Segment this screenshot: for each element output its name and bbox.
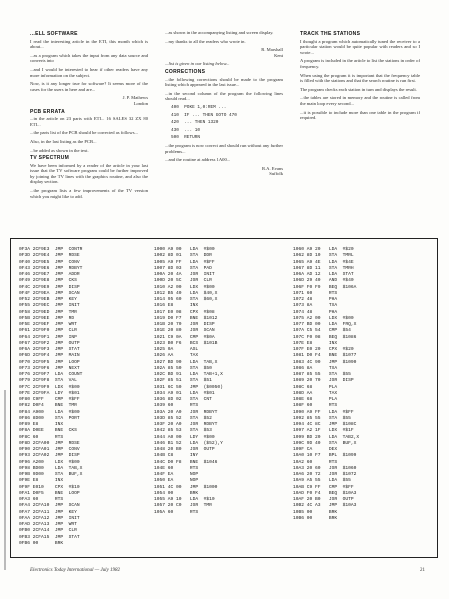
listing-line: 0F67 2CF9F2 JMP OUTP [19,340,80,346]
listing-line: 1042 85 53 STA $53 [154,428,212,434]
listing-line: 1075 A2 00 LDX #$00 [293,315,354,321]
listing-line: 1073 8A TXA [293,303,338,309]
letter-signature: R. Marshall Kent [261,47,283,58]
paragraph: The program checks each station in turn and displays the result. [300,86,417,92]
listing-line: 104C D0 F8 BNE $1046 [154,459,218,465]
code-line: 410 IF ... THEN GOTO 470 [171,112,237,118]
listing-line: 0F5E 2CF9EF JMP WRT [19,322,77,327]
listing-line: 104B C8 INY [154,453,199,459]
listing-line: 1036 8D 02 STA CNT [154,397,212,402]
paragraph: I thought a program which automatically tuned the receiver to a particular station would be quite popular with readers and so I wrote... [300,38,420,55]
listing-line: 103F 20 A0 JSR RDBYT [154,422,218,427]
paragraph: ...and I would be interested to hear if other readers have any more information on the subject. [30,66,148,78]
listing-line: 1016 E8 INX [154,303,199,309]
listing-line: 0F8C 60 RTS [19,434,64,440]
listing-line: 1060 A9 20 LDA #$20 [293,247,354,252]
listing-line: 1057 20 C0 JSR TMR [154,503,212,509]
paragraph: When using the program it is important that the frequency table is filled with the stations and that the search routine is run first. [300,72,420,84]
listing-line: 1000 A9 00 LDA #$00 [154,247,215,252]
listing-line: 107A C5 54 CMP $54 [293,328,351,334]
listing-line: 108C 68 PLA [293,384,338,390]
listing-line: 10AB C9 FF CMP #$FF [293,484,354,490]
listing-line: 0FAD 2CFA13 JMP WRT [19,522,77,527]
listing-line: 1077 BD 00 LDA FRQ,X [293,322,357,327]
listing-line: 104F EA NOP [154,472,199,477]
listing-line: 0F4C 2CF9E9 JMP DISP [19,284,80,290]
listing-column-1 [19,247,82,547]
listing-column-3 [293,247,359,522]
paragraph: I read the interesting article in the ETI, this month which is about... [30,38,148,50]
listing-line: 1023 B0 F6 BCS $101B [154,340,218,346]
paragraph: ...as a program which takes the input from any data source and converts into [30,52,148,64]
listing-line: 0F79 2CF9F8 STA VAL [19,378,77,384]
listing-line: 0F40 2CF9E5 JMP CONV [19,259,80,265]
paragraph: ...the program is now correct and should run without any further problems... [165,142,283,154]
listing-line: 10A3 20 60 JSR $1060 [293,465,357,471]
listing-line: 105A 60 RTS [154,509,199,515]
program-listing-box [10,238,438,558]
listing-line: 106F F0 F9 BEQ $106A [293,284,357,290]
listing-line: 1071 60 RTS [293,290,338,296]
paragraph: Also, in the last listing as the PCB... [30,138,97,144]
listing-line: 0F6A 2CF9F3 JMP STAT [19,347,80,352]
section-heading: TRACK THE STATIONS [300,31,361,37]
section-heading: ...ELL SOFTWARE [30,31,78,37]
paragraph: ...in the article on 23 parts with ETI... 16 SALES 32 ZX 80 ETI... [30,116,148,127]
listing-line: 1087 85 55 STA $55 [293,372,351,377]
listing-line: 10AF 20 B0 JSR OUTP [293,497,354,502]
listing-line: 1021 C9 0A CMP #$0A [154,334,215,340]
section-heading: TV SPECTRUM [30,155,70,162]
listing-line: 1090 A9 FF LDA #$FF [293,409,354,415]
listing-line: 1007 8D 03 STA PAD [154,265,212,271]
listing-line: 0F73 2CF9F6 JMP NEXT [19,365,80,371]
listing-line: 109F CA DEX [293,447,338,452]
letter-signature: J. P. Mathews London [122,95,148,106]
listing-line: 102A 85 50 STA $50 [154,365,212,371]
paragraph: ...and the routine at address 1A00... [165,157,231,163]
scan-edge-shadow [4,390,6,570]
code-line: 430 ... 10 [171,127,200,133]
listing-line: 108E 68 PLA [293,397,338,402]
listing-line: 1010 A2 00 LDX #$00 [154,284,215,290]
listing-line: 104E 60 RTS [154,465,199,471]
listing-line: 1065 A9 4E LDA #$4E [293,259,354,265]
listing-line: 1092 85 55 STA $55 [293,415,351,421]
section-heading: CORRECTIONS [165,68,206,75]
listing-line: 106A AD 12 LDA STAT [293,272,354,277]
listing-line: 1046 B1 52 LDA ($52),Y [154,440,223,446]
listing-line: 0FA4 2CFA10 JMP SCAN [19,503,80,509]
listing-line: 0F8A D0EE BNE CKS [19,428,77,434]
listing-line: 1050 EA NOP [154,478,199,484]
listing-line: 107E E8 INX [293,340,338,346]
listing-line: 1089 20 70 JSR DISP [293,378,354,384]
paragraph: Now, is it any longer true for software? It seems more of the cases for the users in here and are... [30,81,148,92]
listing-line: 100A 20 4A JSR INIT [154,272,215,277]
listing-line: 0F3A 2CF9E3 JMP CONTR [19,247,83,252]
listing-line: 1094 4C 8C JMP $108C [293,422,357,427]
footer-magazine-title: Electronics Today International — July 1982 [30,568,121,573]
listing-line: 108F 60 RTS [293,403,338,409]
listing-line: 100D 20 5C JSR CLR [154,278,212,284]
paragraph: ...the program lists a few improvements of the TV version which you might like to add. [30,188,148,199]
listing-line: 0F82 D0F4 BNE TMR [19,403,77,409]
listing-line: 0F46 2CF9E7 JMP ADDR [19,272,80,277]
page-number: 21 [420,568,425,573]
listing-line: 1017 E0 08 CPX #$08 [154,309,215,315]
listing-line: 0F9E E8 INX [19,478,64,484]
listing-line: 107F E0 20 CPX #$20 [293,347,354,352]
listing-line: 0F86 8D00 STA PORT [19,415,80,421]
listing-line: 1067 8D 11 STA TMRH [293,265,354,271]
listing-line: 108D AA TAX [293,390,338,396]
listing-line: 101E 20 80 JSR SCAN [154,328,215,334]
paragraph: ...in the second column of the program the following lines should read... [165,90,283,102]
editor-note: ...list is given in our listing below... [165,61,230,67]
paragraph: We have been informed by a reader of the article in your last issue that the TV software program could be further improved by joining the TV lines with the graphics routine, and also the display section. [30,162,148,185]
listing-line: 1086 8A TXA [293,365,338,371]
listing-line: 10A0 10 F7 BPL $1099 [293,453,357,459]
code-line: 500 RETURN [171,135,200,141]
listing-line: 0FA3 60 RTS [19,497,64,502]
listing-line: 0F64 2CF9F1 JMP INP [19,334,77,340]
listing-line: 0FA1 D0F5 BNE LOOP [19,490,80,496]
paragraph: ...be added as shown in the text. [30,147,89,153]
listing-line: 0F5B 2CF9EE JMP RD [19,315,75,321]
listing-line: 0F43 2CF9E6 JMP RDBYT [19,265,83,271]
listing-line: 0F52 2CF9EB JMP KEY [19,297,77,302]
listing-line: 0F96 A200 LDX #$00 [19,459,80,465]
listing-line: 1055 A9 10 LDA #$10 [154,497,215,502]
listing-line: 10A9 A5 55 LDA $55 [293,478,351,484]
listing-line: 1099 BD 20 LDA TAB2,X [293,434,360,440]
listing-line: 1072 48 PHA [293,297,338,302]
listing-line: 1083 4C 90 JMP $1090 [293,359,357,365]
listing-line: 102C BD 91 LDA TAB+1,X [154,372,223,377]
listing-line: 10A2 60 RTS [293,459,338,465]
listing-line: 109C 9D 40 STA BUF,X [293,440,357,446]
paragraph-group [30,39,148,93]
listing-line: 0FB0 2CFA14 JMP CLR [19,528,77,534]
listing-line: 1062 8D 10 STA TMRL [293,253,354,259]
listing-line: 1026 AA TAX [154,353,199,359]
listing-line: 1031 6C 50 JMP ($0050) [154,384,223,390]
paragraph: ...the parts list of the PCB should be corrected as follows... [30,130,138,136]
listing-line: 0F80 C9FF CMP #$FF [19,397,80,402]
page-footer [30,568,425,573]
listing-line: 1074 48 PHA [293,309,338,315]
listing-line: 0F9F E010 CPX #$10 [19,484,80,490]
listing-line: 103A 20 A0 JSR RDBYT [154,409,218,415]
code-line: 420 ... THEN 1320 [171,120,219,126]
listing-line: 0F76 2CF9F7 LDA COUNT [19,372,83,377]
listing-line: 10B6 00 BRK [293,515,338,521]
listing-line: 0F84 A900 LDA #$00 [19,409,80,415]
listing-line: 0F70 2CF9F5 JMP LOOP [19,359,80,365]
listing-line: 103D 85 52 STA $52 [154,415,212,421]
listing-line: 106D 29 40 AND #$40 [293,278,354,284]
listing-line: 0F3D 2CF9E4 JMP RDSE [19,253,80,259]
listing-line: 1054 00 BRK [154,490,199,496]
listing-line: 0F4F 2CF9EA JMP SCAN [19,290,80,296]
paragraph: A program is included in the article to list the stations in order of frequency. [300,58,420,69]
listing-line: 1097 A2 1F LDX #$1F [293,428,354,434]
listing-line: 0F55 2CF9EC JMP INIT [19,303,80,309]
listing-line: 1002 8D 01 STA DDR [154,253,212,259]
listing-line: 0F98 BD00 LDA TAB,X [19,465,83,471]
paragraph: ...my thanks to all the readers who wrote in. [165,38,246,44]
listing-line: 1039 60 RTS [154,403,199,409]
code-line: 400 POKE 1,0:REM ... [171,104,227,110]
section-heading: PCB ERRATA [30,108,66,115]
paragraph: ...the tables are stored in memory and the routine is called from the main loop every second... [300,95,420,106]
listing-line: 0F90 2CFA01 JMP CONV [19,447,80,452]
listing-column-2 [154,247,223,516]
letters-column-2 [165,30,283,180]
listing-line: 1081 D0 F4 BNE $1077 [293,353,357,359]
paragraph: ...it is possible to include more than one table in the program if required. [300,109,420,121]
listing-line: 1019 D0 F7 BNE $1012 [154,315,218,321]
listing-line: 0F7E 2CF9FA LDY #$01 [19,390,80,396]
listing-line: 1051 4C 00 JMP $1000 [154,484,218,490]
listing-line: 0F9B 9D00 STA BUF,X [19,472,83,477]
listing-line: 10B5 00 BRK [293,509,338,515]
listing-line: 0F61 2CF9F0 JMP CLR [19,328,77,334]
letters-column-1 [30,30,148,202]
listing-line: 10B2 4C A3 JMP $10A3 [293,503,357,509]
listing-line: 0FB3 2CFA15 JMP STAT [19,534,80,540]
listing-line: 1014 95 60 STA $60,X [154,297,218,302]
paragraph: ...the following corrections should be made to the program listing which appeared in the last issue... [165,76,283,88]
listing-line: 1025 0A ASL [154,347,199,352]
listing-line: 0F8D 2CFA00 JMP RDSE [19,440,80,446]
listing-line: 1048 20 B0 JSR OUTP [154,447,215,452]
listing-line: 0F49 2CF9E8 JMP CKS [19,278,77,284]
listing-line: 0F7C 2CF9F9 LDX #$00 [19,384,80,390]
listing-line: 0F89 E8 INX [19,422,64,427]
listing-line: 1012 B5 40 LDA $40,X [154,290,218,296]
listing-line: 0F58 2CF9ED JMP TMR [19,309,77,315]
letters-column-3 [300,30,420,124]
listing-line: 10A6 20 72 JSR $1072 [293,472,357,477]
letter-signature: R.A. Evans Suffolk [261,165,283,177]
listing-line: 0F6D 2CF9F4 JMP MAIN [19,353,80,359]
listing-line: 10AD F0 F4 BEQ $10A3 [293,490,357,496]
listing-line: 0FA7 2CFA11 JMP KEY [19,509,77,515]
listing-line: 0FB6 00 BRK [19,540,64,546]
listing-line: 1005 A9 FF LDA #$FF [154,259,215,265]
listing-line: 102F 85 51 STA $51 [154,378,212,384]
listing-line: 107C F0 08 BEQ $1086 [293,334,357,340]
listing-line: 0F93 2CFA02 JMP DISP [19,453,80,459]
listing-line: 1044 A0 00 LDY #$00 [154,434,215,440]
listing-line: 1034 A9 01 LDA #$01 [154,390,215,396]
listing-line: 1027 BD 90 LDA TAB,X [154,359,218,365]
listing-line: 101B 20 70 JSR DISP [154,322,215,327]
listing-line: 0FAA 2CFA12 JMP INIT [19,515,80,521]
paragraph: ...as shown in the accompanying listing and screen display. [165,30,274,35]
